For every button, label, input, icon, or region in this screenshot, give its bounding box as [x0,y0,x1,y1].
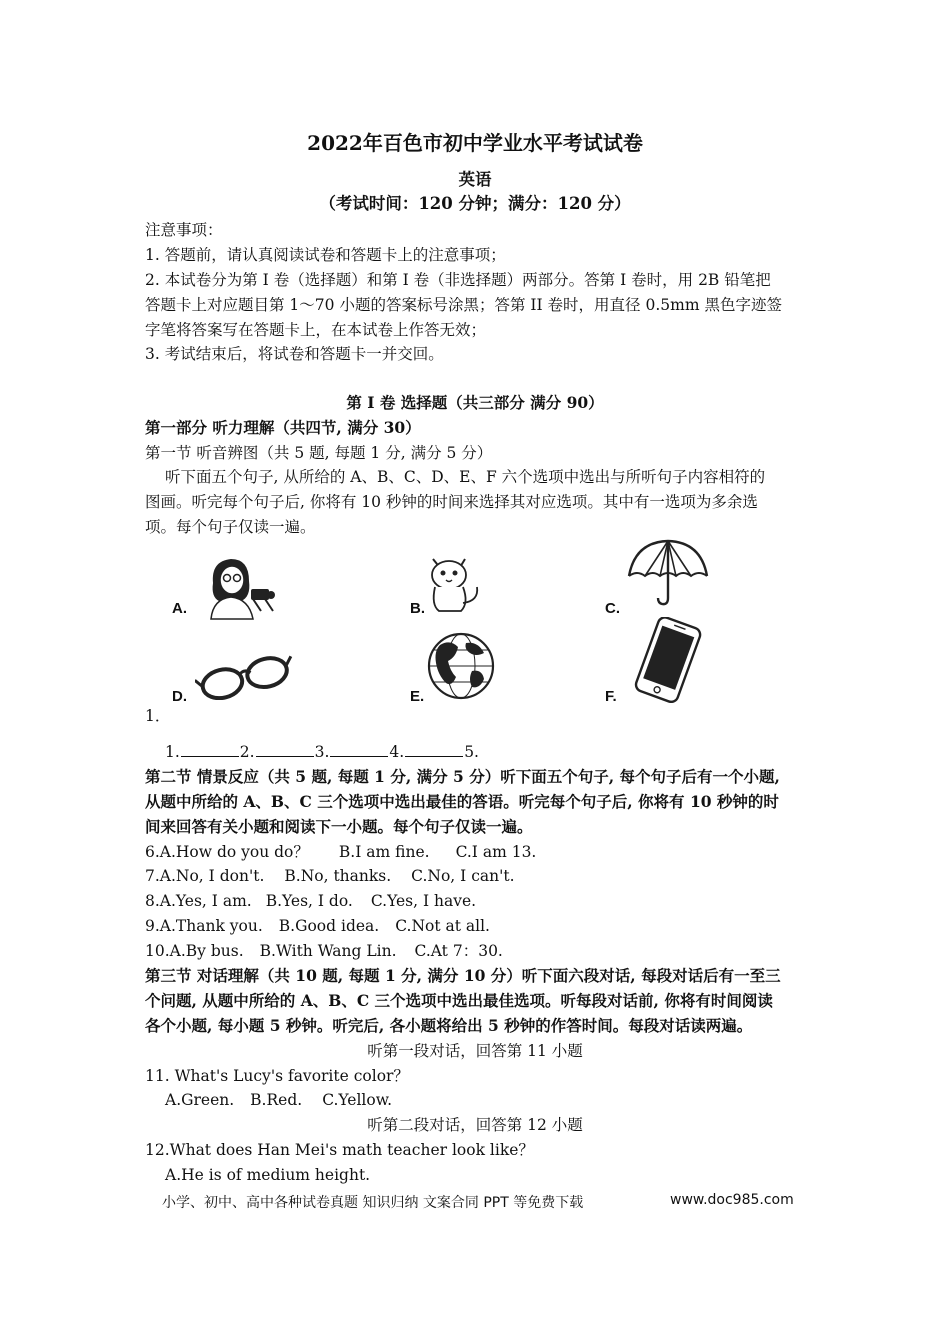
kitten-icon [425,553,485,615]
blank-label: 1. [165,743,180,761]
section-heading: 第三节 对话理解（共 10 题, 每题 1 分, 满分 10 分）听下面六段对话, 每段对话后有一至三 [145,966,781,985]
volume-heading: 第 I 卷 选择题（共三部分 满分 90） [346,393,604,412]
globe-icon [426,631,496,701]
option-label-a: A. [172,600,187,617]
note-item: 2. 本试卷分为第 I 卷（选择题）和第 I 卷（非选择题）两部分。答第 I 卷时，用 2B 铅笔把 [145,271,771,289]
dialog-intro: 听第一段对话，回答第 11 小题 [367,1042,583,1060]
dialog-intro: 听第二段对话，回答第 12 小题 [367,1116,583,1134]
instruction-line: 图画。听完每个句子后, 你将有 10 秒钟的时间来选择其对应选项。其中有一选项为多余选 [145,493,758,511]
question-12-option-a: A.He is of medium height. [165,1166,371,1184]
note-item: 字笔将答案写在答题卡上，在本试卷上作答无效； [145,321,487,339]
option-label-f: F. [605,688,617,705]
section-heading: 个问题, 从题中所给的 A、B、C 三个选项中选出最佳选项。听每段对话前, 你将有时间阅读 [145,991,773,1010]
question-8: 8.A.Yes, I am. B.Yes, I do. C.Yes, I have. [145,892,477,910]
option-label-c: C. [605,600,620,617]
option-label-b: B. [410,600,425,617]
question-number: 1． [145,707,171,725]
mobile-phone-icon [628,617,710,703]
glasses-icon [195,650,295,700]
section-heading: 从题中所给的 A、B、C 三个选项中选出最佳的答语。听完每个句子后, 你将有 10 秒钟的时 [145,792,779,811]
blank-label: 4. [389,743,405,761]
question-9: 9.A.Thank you. B.Good idea. C.Not at all. [145,917,490,935]
footer-url[interactable]: www.doc985.com [670,1192,794,1208]
woman-with-camera-icon [205,553,285,621]
blank-label: 5. [464,743,479,761]
note-item: 答题卡上对应题目第 1～70 小题的答案标号涂黑；答第 II 卷时，用直径 0.5mm 黑色字迹签 [145,296,782,314]
answer-blank[interactable] [405,742,463,757]
question-6: 6.A.How do you do？ B.I am fine. C.I am 13. [145,843,537,861]
note-item: 3. 考试结束后，将试卷和答题卡一并交回。 [145,345,444,363]
section-heading: 第一节 听音辨图（共 5 题, 每题 1 分, 满分 5 分） [145,444,493,462]
section-heading: 间来回答有关小题和阅读下一小题。每个句子仅读一遍。 [145,817,533,836]
footer-text: 小学、初中、高中各种试卷真题 知识归纳 文案合同 PPT 等免费下载 [162,1195,584,1211]
question-stem: 11. What's Lucy's favorite color？ [145,1067,409,1085]
part-heading: 第一部分 听力理解（共四节, 满分 30） [145,418,421,437]
blank-label: 2. [239,743,255,761]
section-heading: 第二节 情景反应（共 5 题, 每题 1 分, 满分 5 分）听下面五个句子, 每个句子后有一个小题, [145,767,780,786]
question-7: 7.A.No, I don't. B.No, thanks. C.No, I can't. [145,867,515,885]
option-label-e: E. [410,688,425,705]
answer-blank[interactable] [330,742,388,757]
question-11-options: A.Green. B.Red. C.Yellow. [165,1091,393,1109]
answer-blanks-row [165,742,479,762]
answer-blank[interactable] [256,742,314,757]
instruction-line: 项。每个句子仅读一遍。 [145,518,316,536]
section-heading: 各个小题, 每小题 5 秒钟。听完后, 各小题将给出 5 秒钟的作答时间。每段对话读两遍。 [145,1016,753,1035]
blank-label: 3. [314,743,330,761]
umbrella-icon [625,538,711,608]
exam-title: 2022年百色市初中学业水平考试试卷 [307,131,643,155]
option-label-d: D. [172,688,187,705]
question-stem: 12.What does Han Mei's math teacher look like？ [145,1141,534,1159]
instruction-line: 听下面五个句子, 从所给的 A、B、C、D、E、F 六个选项中选出与所听句子内容相符的 [165,468,766,486]
subject-label: 英语 [458,170,492,189]
exam-info: （考试时间：120 分钟；满分：120 分） [319,194,631,213]
note-item: 1. 答题前，请认真阅读试卷和答题卡上的注意事项； [145,246,506,264]
question-10: 10.A.By bus. B.With Wang Lin. C.At 7：30. [145,942,503,960]
notes-heading: 注意事项： [145,221,223,239]
answer-blank[interactable] [181,742,239,757]
